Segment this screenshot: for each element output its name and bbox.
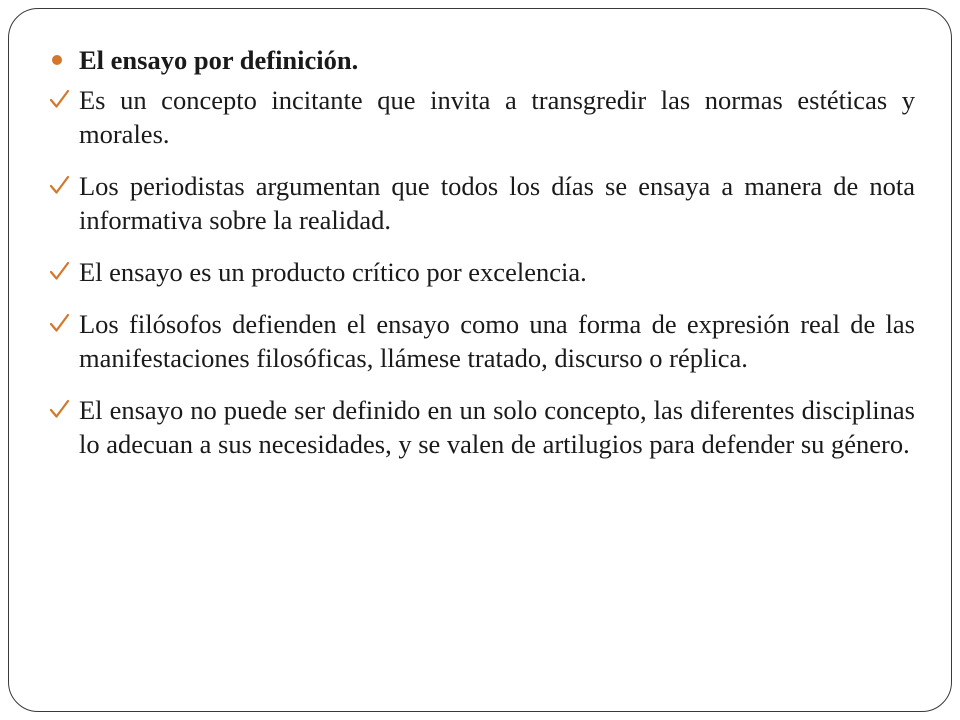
heading-text: El ensayo por definición.	[79, 45, 359, 75]
list-item	[49, 307, 915, 375]
checkmark-icon	[49, 307, 71, 341]
checkmark-icon	[49, 255, 71, 289]
list-item	[49, 393, 915, 461]
checkmark-icon	[49, 83, 71, 117]
heading-item	[49, 43, 915, 77]
list-item-text: Es un concepto incitante que invita a transgredir las normas estéticas y morales.	[79, 85, 915, 149]
list-item	[49, 83, 915, 151]
checkmark-icon	[49, 169, 71, 203]
list-item	[49, 255, 915, 289]
list-item	[49, 169, 915, 237]
checkmark-icon	[49, 393, 71, 427]
list-item-text: El ensayo es un producto crítico por excelencia.	[79, 257, 587, 287]
list-item-text: El ensayo no puede ser definido en un solo concepto, las diferentes disciplinas lo adecuan a sus necesidades, y se valen de artilugios para defender su género.	[79, 395, 915, 459]
slide-content	[49, 43, 915, 479]
slide-frame	[8, 8, 952, 712]
bullet-dot-icon	[49, 43, 71, 77]
list-item-text: Los filósofos defienden el ensayo como una forma de expresión real de las manifestaciones filosóficas, llámese tratado, discurso o réplica.	[79, 309, 915, 373]
list-item-text: Los periodistas argumentan que todos los días se ensaya a manera de nota informativa sobre la realidad.	[79, 171, 915, 235]
